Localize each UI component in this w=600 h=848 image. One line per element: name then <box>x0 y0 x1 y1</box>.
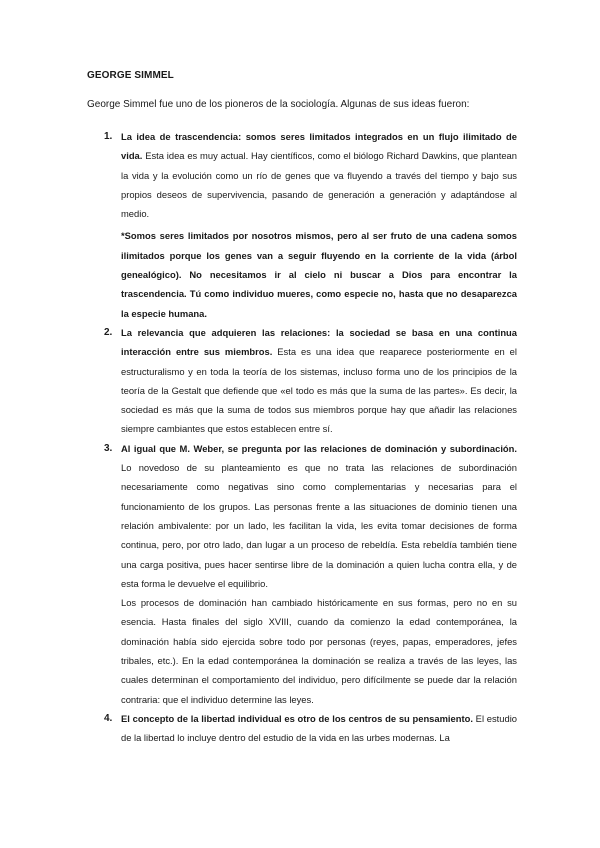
item-body: Lo novedoso de su planteamiento es que no trata las relaciones de subordinación necesariamente como negativas sino como complementarias y necesarias para el funcionamiento de los grupos. Las personas frente a las situaciones de dominio tienen una relación ambivalente: por un lado, les facilitan la vida, les evita tomar decisiones de forma continua, pero, por otro lado, dan lugar a un proceso de rebeldía. Esta rebeldía también tiene una carga positiva, pues hacer sentirse libre de la dominación a quien lucha contra ella, y de esta forma le devuelve el equilibrio. <box>121 462 517 589</box>
item-number: 3. <box>104 442 113 454</box>
list-item <box>87 323 517 439</box>
item-number: 4. <box>104 712 113 724</box>
item-paragraph <box>121 439 517 593</box>
document-title: GEORGE SIMMEL <box>87 70 174 81</box>
item-heading: La idea de trascendencia: somos seres limitados integrados en un flujo ilimitado de vida. <box>121 131 517 162</box>
item-number: 1. <box>104 131 113 142</box>
list-item <box>87 709 517 748</box>
item-paragraph <box>121 709 517 748</box>
item-heading: La relevancia que adquieren las relaciones: la sociedad se basa en una continua interacción entre sus miembros. <box>121 326 517 358</box>
item-body: Esta idea es muy actual. Hay científicos, como el biólogo Richard Dawkins, que plantean la vida y la evolución como un río de genes que va fluyendo a través del tiempo y bajo sus propios deseos de supervivencia, pasando de generación a generación y adaptándose al medio. <box>121 150 517 220</box>
item-paragraph <box>121 323 517 439</box>
item-paragraph-2: Los procesos de dominación han cambiado históricamente en sus formas, pero no en su esencia. Hasta finales del siglo XVIII, cuando da comienzo la edad contemporánea, la dominación había sido ejercida sobre todo por personas (reyes, papas, emperadores, jefes tribales, etc.). En la edad contemporánea la dominación se realiza a través de las leyes, las cuales determinan el comportamiento del individuo, pero difícilmente se puede dar la relación contraria: que el individuo determine las leyes. <box>121 597 517 705</box>
item-number: 2. <box>104 326 113 338</box>
item-body: Esta es una idea que reaparece posteriormente en el estructuralismo y en toda la teoría de los sistemas, incluso forma uno de los principios de la teoría de la Gestalt que defiende que «el todo es más que la suma de las partes». Es decir, la sociedad es más que la suma de todos sus miembros porque hay que añadir las relaciones siempre cambiantes que estos establecen entre sí. <box>121 346 517 435</box>
intro-paragraph: George Simmel fue uno de los pioneros de la sociología. Algunas de sus ideas fueron: <box>87 99 470 110</box>
item-paragraph <box>121 127 517 223</box>
item-heading: Al igual que M. Weber, se pregunta por las relaciones de dominación y subordinación. <box>121 442 517 454</box>
item-note: *Somos seres limitados por nosotros mismos, pero al ser fruto de una cadena somos ilimitados porque los genes van a seguir fluyendo en la corriente de la vida (árbol genealógico). No necesitamos ir al cielo ni buscar a Dios para encontrar la trascendencia. Tú como individuo mueres, como especie no, hasta que no desaparezca la especie humana. <box>121 230 517 319</box>
item-heading: El concepto de la libertad individual es otro de los centros de su pensamiento. <box>121 712 473 724</box>
list-item <box>87 127 517 323</box>
ideas-list <box>87 127 517 748</box>
item-body: El estudio de la libertad lo incluye dentro del estudio de la vida en las urbes modernas. La <box>121 712 517 744</box>
list-item <box>87 439 517 709</box>
